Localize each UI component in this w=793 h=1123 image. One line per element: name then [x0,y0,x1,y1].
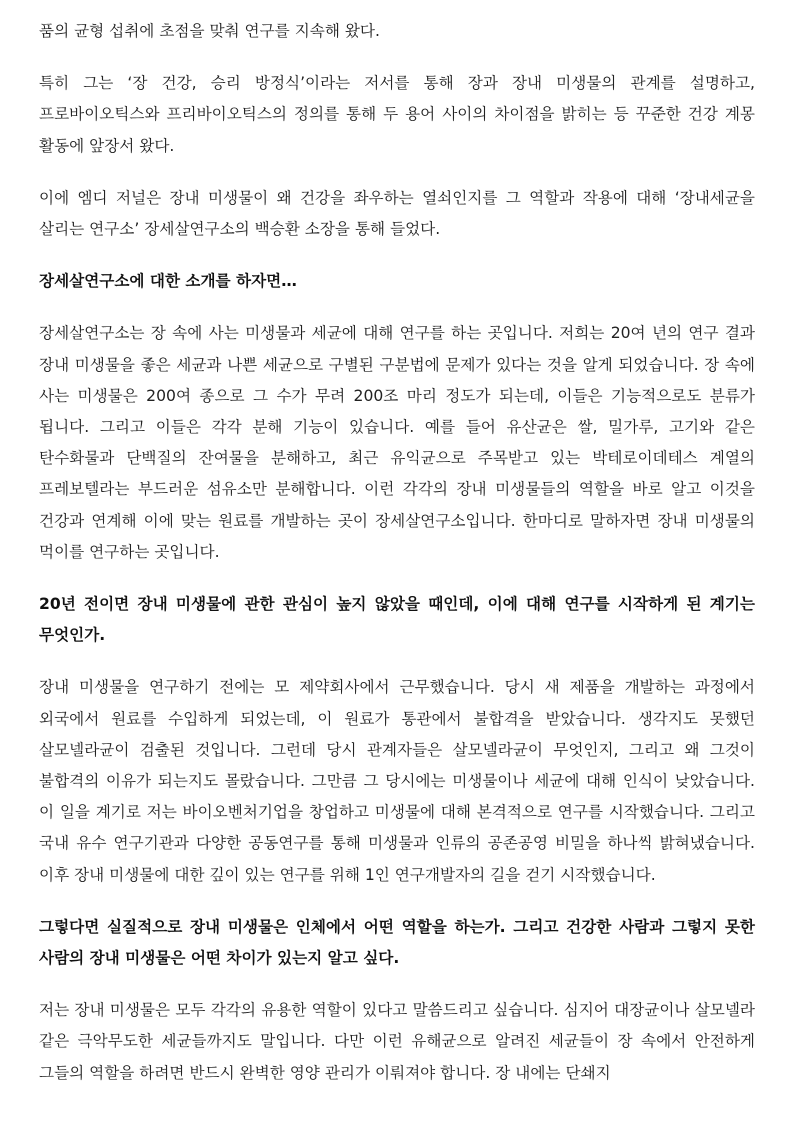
paragraph-intro-tail: 품의 균형 섭취에 초점을 맞춰 연구를 지속해 왔다. [39,22,380,40]
article-body [39,16,755,1089]
answer-1: 장세살연구소는 장 속에 사는 미생물과 세균에 대해 연구를 하는 곳입니다. 저희는 20여 년의 연구 결과 장내 미생물을 좋은 세균과 나쁜 세균으로 구별된 구분법에 문제가 있다는 것을 알게 되었습니다. 장 속에 사는 미생물은 200여 종으로 그 수가 무려 200조 마리 정도가 되는데, 이들은 기능적으로도 분류가 됩니다. 그리고 이들은 각각 분해 기능이 있습니다. 예를 들어 유산균은 쌀, 밀가루, 고기와 같은 탄수화물과 단백질의 잔여물을 분해하고, 최근 유익균으로 주목받고 있는 박테로이데테스 계열의 프레보텔라는 부드러운 섬유소만 분해합니다. 이런 각각의 장내 미생물들의 역할을 바로 알고 이것을 건강과 연계해 이에 맞는 원료를 개발하는 곳이 장세살연구소입니다. 한마디로 말하자면 장내 미생물의 먹이를 연구하는 곳입니다. [39,324,755,561]
question-1: 장세살연구소에 대한 소개를 하자면… [39,272,297,291]
paragraph-book: 특히 그는 ‘장 건강, 승리 방정식’이라는 저서를 통해 장과 장내 미생물의 관계를 설명하고, 프로바이오틱스와 프리바이오틱스의 정의를 통해 두 용어 사이의 차이점을 밝히는 등 꾸준한 건강 계몽 활동에 앞장서 왔다. [39,74,755,155]
answer-2: 장내 미생물을 연구하기 전에는 모 제약회사에서 근무했습니다. 당시 새 제품을 개발하는 과정에서 외국에서 원료를 수입하게 되었는데, 이 원료가 통관에서 불합격을 받았습니다. 생각지도 못했던 살모넬라균이 검출된 것입니다. 그런데 당시 관계자들은 살모넬라균이 무엇인지, 그리고 왜 그것이 불합격의 이유가 되는지도 몰랐습니다. 그만큼 그 당시에는 미생물이나 세균에 대해 인식이 낮았습니다. 이 일을 계기로 저는 바이오벤처기업을 창업하고 미생물에 대해 본격적으로 연구를 시작했습니다. 그리고 국내 유수 연구기관과 다양한 공동연구를 통해 미생물과 인류의 공존공영 비밀을 하나씩 밝혀냈습니다. 이후 장내 미생물에 대한 깊이 있는 연구를 위해 1인 연구개발자의 길을 걷기 시작했습니다. [39,678,755,884]
question-3: 그렇다면 실질적으로 장내 미생물은 인체에서 어떤 역할을 하는가. 그리고 건강한 사람과 그렇지 못한 사람의 장내 미생물은 어떤 차이가 있는지 알고 싶다. [39,917,755,968]
answer-3: 저는 장내 미생물은 모두 각각의 유용한 역할이 있다고 말씀드리고 싶습니다. 심지어 대장균이나 살모넬라 같은 극악무도한 세균들까지도 말입니다. 다만 이런 유해균으로 알려진 세균들이 장 속에서 안전하게 그들의 역할을 하려면 반드시 완벽한 영양 관리가 이뤄져야 합니다. 장 내에는 단쇄지 [39,1001,755,1082]
question-2: 20년 전이면 장내 미생물에 관한 관심이 높지 않았을 때인데, 이에 대해 연구를 시작하게 된 계기는 무엇인가. [39,595,755,645]
paragraph-interview-intro: 이에 엠디 저널은 장내 미생물이 왜 건강을 좌우하는 열쇠인지를 그 역할과 작용에 대해 ‘장내세균을 살리는 연구소’ 장세살연구소의 백승환 소장을 통해 들었다. [39,188,755,239]
